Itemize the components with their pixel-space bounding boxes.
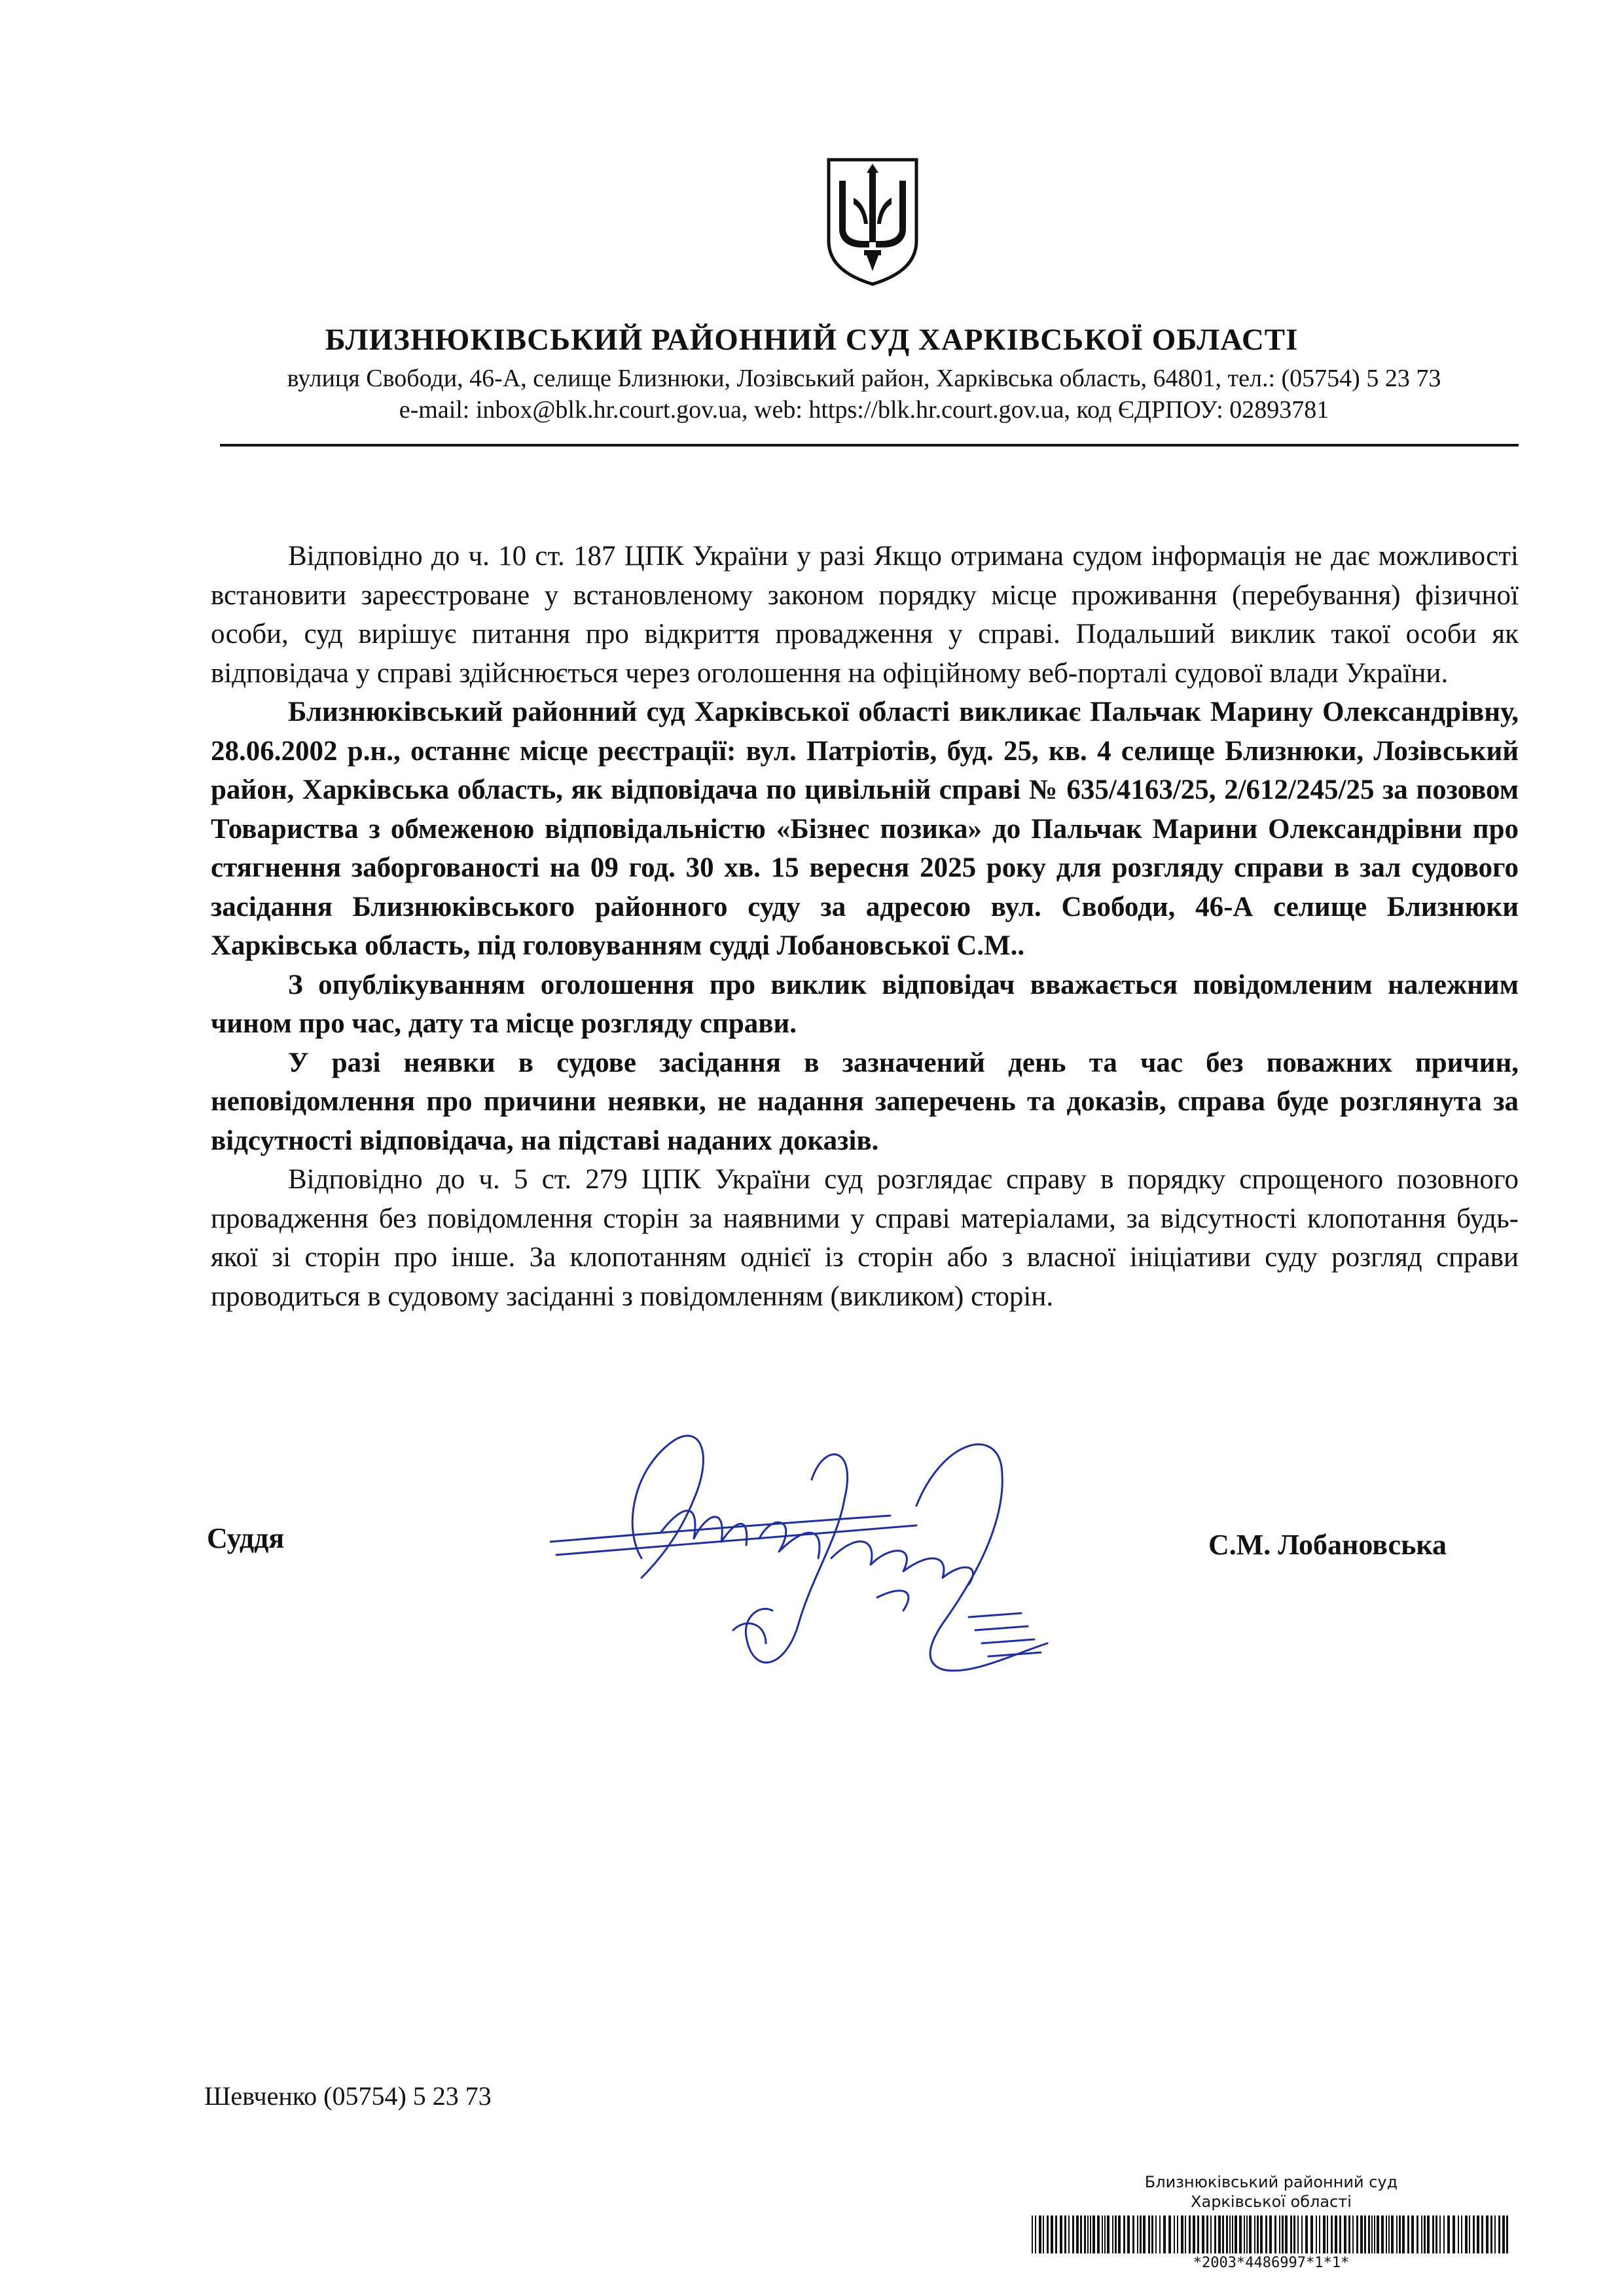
- barcode-bar: [1458, 2215, 1459, 2253]
- barcode-bar: [1249, 2215, 1252, 2253]
- barcode-bar: [1260, 2215, 1263, 2253]
- court-contacts: e-mail: inbox@blk.hr.court.gov.ua, web: https://blk.hr.court.gov.ua, код ЄДРПОУ: 02893781: [399, 396, 1329, 424]
- barcode-bar: [1399, 2215, 1401, 2253]
- barcode-bar: [1206, 2215, 1208, 2253]
- barcode-bar: [1368, 2215, 1370, 2253]
- executor-contact: Шевченко (05754) 5 23 73: [204, 2081, 492, 2111]
- barcode-bar: [1481, 2215, 1483, 2253]
- barcode-bar: [1239, 2215, 1242, 2253]
- barcode-bar: [1181, 2215, 1183, 2253]
- barcode-org-line-2: Харківської області: [1191, 2193, 1352, 2211]
- barcode-bar: [1443, 2215, 1445, 2253]
- barcode-bar: [1352, 2215, 1354, 2253]
- barcode-bar: [1092, 2215, 1095, 2253]
- barcode-bar: [1032, 2215, 1033, 2253]
- header-divider: [220, 444, 1519, 446]
- barcode-bar: [1285, 2215, 1288, 2253]
- barcode-bar: [1064, 2215, 1066, 2253]
- barcode-bar: [1090, 2215, 1091, 2253]
- barcode-bar: [1453, 2215, 1455, 2253]
- barcode-bar: [1235, 2215, 1237, 2253]
- barcode-bar: [1123, 2215, 1125, 2253]
- barcode-bar: [1140, 2215, 1142, 2253]
- barcode-bar: [1447, 2215, 1450, 2253]
- judge-role-label: Суддя: [207, 1522, 285, 1554]
- barcode-bar: [1222, 2215, 1224, 2253]
- barcode-bar: [1197, 2215, 1199, 2253]
- barcode-bar: [1473, 2215, 1475, 2253]
- barcode-bar: [1282, 2215, 1284, 2253]
- barcode-bar: [1323, 2215, 1326, 2253]
- barcode-bar: [1374, 2215, 1375, 2253]
- paragraph-summons: Близнюківський районний суд Харківської області викликає Пальчак Марину Олександрівну, 28.06.2002 р.н., останнє місце реєстрації: вул. Патріотів, буд. 25, кв. 4 селище Близнюки, Лозівський район, Харківська область, як відповідача по цивільній справі № 635/4163/25, 2/612/245/25 за позовом Товариства з обмеженою відповідальністю «Бізнес позика» до Пальчак Марини Олександрівни про стягнення заборгованості на 09 год. 30 хв. 15 вересня 2025 року для розгляду справи в зал судового засідання Близнюківського районного суду за адресою вул. Свободи, 46-А селище Близнюки Харківська область, під головуванням судді Лобановської С.М..: [211, 697, 1519, 961]
- barcode-bar: [1155, 2215, 1157, 2253]
- barcode-bar: [1364, 2215, 1366, 2253]
- barcode-bar: [1254, 2215, 1255, 2253]
- barcode-bar: [1424, 2215, 1426, 2253]
- notice-body: [211, 537, 1519, 1316]
- court-address: вулиця Свободи, 46-А, селище Близнюки, Лозівський район, Харківська область, 64801, тел.: (05754) 5 23 73: [287, 365, 1441, 392]
- barcode-bar: [1148, 2215, 1150, 2253]
- barcode-bar: [1274, 2215, 1276, 2253]
- barcode-bar: [1293, 2215, 1295, 2253]
- barcode-bar: [1327, 2215, 1328, 2253]
- barcode-bar: [1396, 2215, 1398, 2253]
- barcode-bar: [1076, 2215, 1079, 2253]
- barcode-bar: [1381, 2215, 1384, 2253]
- barcode-bar: [1279, 2215, 1280, 2253]
- barcode-block: [1029, 2172, 1513, 2271]
- barcode-bar: [1421, 2215, 1422, 2253]
- barcode-bar: [1127, 2215, 1130, 2253]
- barcode-bar: [1502, 2215, 1505, 2253]
- barcode-bar: [1377, 2215, 1379, 2253]
- barcode: [1029, 2215, 1513, 2253]
- barcode-bar: [1335, 2215, 1337, 2253]
- barcode-bar: [1232, 2215, 1233, 2253]
- barcode-bar: [1068, 2215, 1070, 2253]
- barcode-bar: [1060, 2215, 1062, 2253]
- paragraph-absence: У разі неявки в судове засідання в зазначений день та час без поважних причин, неповідомлення про причини неявки, не надання заперечень та доказів, справа буде розглянута за відсутності відповідача, на підставі наданих доказів.: [211, 1047, 1519, 1156]
- barcode-number: *2003*4486997*1*1*: [1193, 2255, 1350, 2271]
- barcode-bar: [1193, 2215, 1195, 2253]
- barcode-bar: [1168, 2215, 1171, 2253]
- barcode-bar: [1143, 2215, 1146, 2253]
- paragraph-legal-basis: Відповідно до ч. 10 ст. 187 ЦПК України у разі Якщо отримана судом інформація не дає можливості встановити зареєстроване у встановленому законом порядку місце проживання (перебування) фізичної особи, суд вирішує питання про відкриття провадження у справі. Подальший виклик такої особи як відповідача у справі здійснюється через оголошення на офіційному веб-порталі судової влади України.: [211, 541, 1519, 689]
- barcode-bar: [1486, 2215, 1489, 2253]
- barcode-bar: [1246, 2215, 1248, 2253]
- paragraph-publication: З опублікуванням оголошення про виклик відповідач вважається повідомленим належним чином про час, дату та місце розгляду справи.: [211, 969, 1519, 1039]
- barcode-bar: [1310, 2215, 1313, 2253]
- barcode-bar: [1163, 2215, 1166, 2253]
- barcode-bar: [1097, 2215, 1100, 2253]
- barcode-bar: [1202, 2215, 1204, 2253]
- ukraine-trident-icon: [823, 156, 922, 287]
- barcode-bar: [1297, 2215, 1299, 2253]
- barcode-bar: [1371, 2215, 1373, 2253]
- barcode-bar: [1039, 2215, 1041, 2253]
- barcode-bar: [1416, 2215, 1418, 2253]
- barcode-bar: [1185, 2215, 1186, 2253]
- barcode-bar: [1465, 2215, 1468, 2253]
- barcode-bar: [1244, 2215, 1245, 2253]
- barcode-bar: [1305, 2215, 1308, 2253]
- barcode-bar: [1072, 2215, 1074, 2253]
- barcode-bar: [1080, 2215, 1082, 2253]
- barcode-bar: [1506, 2215, 1508, 2253]
- paragraph-simplified-procedure: Відповідно до ч. 5 ст. 279 ЦПК України суд розглядає справу в порядку спрощеного позовного провадження без повідомлення сторін за наявними у справі матеріалами, за відсутності клопотання будь-якої зі сторін про інше. За клопотанням однієї із сторін або з власної ініціативи суду розгляд справи проводиться в судовому засіданні з повідомленням (викликом) сторін.: [211, 1164, 1519, 1312]
- barcode-bar: [1290, 2215, 1292, 2253]
- barcode-bar: [1356, 2215, 1358, 2253]
- barcode-bar: [1174, 2215, 1175, 2253]
- barcode-bar: [1439, 2215, 1441, 2253]
- barcode-bar: [1115, 2215, 1117, 2253]
- barcode-bar: [1316, 2215, 1317, 2253]
- barcode-org-line-1: Близнюківський районний суд: [1144, 2173, 1398, 2191]
- barcode-bar: [1043, 2215, 1044, 2253]
- barcode-bar: [1360, 2215, 1363, 2253]
- barcode-bar: [1469, 2215, 1470, 2253]
- barcode-bar: [1218, 2215, 1221, 2253]
- barcode-bar: [1104, 2215, 1106, 2253]
- barcode-bar: [1226, 2215, 1228, 2253]
- barcode-bar: [1435, 2215, 1437, 2253]
- barcode-bar: [1498, 2215, 1500, 2253]
- barcode-bar: [1461, 2215, 1462, 2253]
- barcode-bar: [1047, 2215, 1049, 2253]
- barcode-bar: [1087, 2215, 1089, 2253]
- barcode-bar: [1427, 2215, 1430, 2253]
- barcode-bar: [1210, 2215, 1212, 2253]
- barcode-bar: [1257, 2215, 1259, 2253]
- court-name: БЛИЗНЮКІВСЬКИЙ РАЙОННИЙ СУД ХАРКІВСЬКОЇ ОБЛАСТІ: [325, 323, 1299, 357]
- barcode-bar: [1402, 2215, 1405, 2253]
- barcode-bar: [1229, 2215, 1231, 2253]
- barcode-bar: [1132, 2215, 1134, 2253]
- barcode-bar: [1319, 2215, 1320, 2253]
- barcode-bar: [1339, 2215, 1341, 2253]
- barcode-bar: [1177, 2215, 1178, 2253]
- barcode-bar: [1035, 2215, 1036, 2253]
- barcode-bar: [1265, 2215, 1267, 2253]
- barcode-bar: [1391, 2215, 1394, 2253]
- barcode-bar: [1331, 2215, 1333, 2253]
- barcode-bar: [1494, 2215, 1496, 2253]
- barcode-bar: [1269, 2215, 1272, 2253]
- barcode-organization: [1029, 2172, 1513, 2212]
- barcode-bar: [1084, 2215, 1086, 2253]
- judge-signature: [550, 1427, 1100, 1735]
- barcode-bar: [1151, 2215, 1153, 2253]
- barcode-bar: [1344, 2215, 1346, 2253]
- barcode-bar: [1112, 2215, 1113, 2253]
- barcode-bar: [1490, 2215, 1492, 2253]
- barcode-bar: [1301, 2215, 1303, 2253]
- barcode-bar: [1137, 2215, 1138, 2253]
- barcode-bar: [1102, 2215, 1103, 2253]
- barcode-bar: [1118, 2215, 1121, 2253]
- barcode-bar: [1055, 2215, 1057, 2253]
- judge-name: С.М. Лобановська: [1208, 1529, 1447, 1561]
- barcode-bar: [1214, 2215, 1216, 2253]
- barcode-bar: [1189, 2215, 1191, 2253]
- barcode-bar: [1407, 2215, 1409, 2253]
- barcode-bar: [1107, 2215, 1110, 2253]
- barcode-bar: [1432, 2215, 1434, 2253]
- barcode-bar: [1386, 2215, 1387, 2253]
- barcode-bar: [1388, 2215, 1390, 2253]
- barcode-bar: [1411, 2215, 1414, 2253]
- barcode-bar: [1348, 2215, 1350, 2253]
- barcode-bar: [1051, 2215, 1053, 2253]
- barcode-bar: [1477, 2215, 1479, 2253]
- barcode-bar: [1159, 2215, 1161, 2253]
